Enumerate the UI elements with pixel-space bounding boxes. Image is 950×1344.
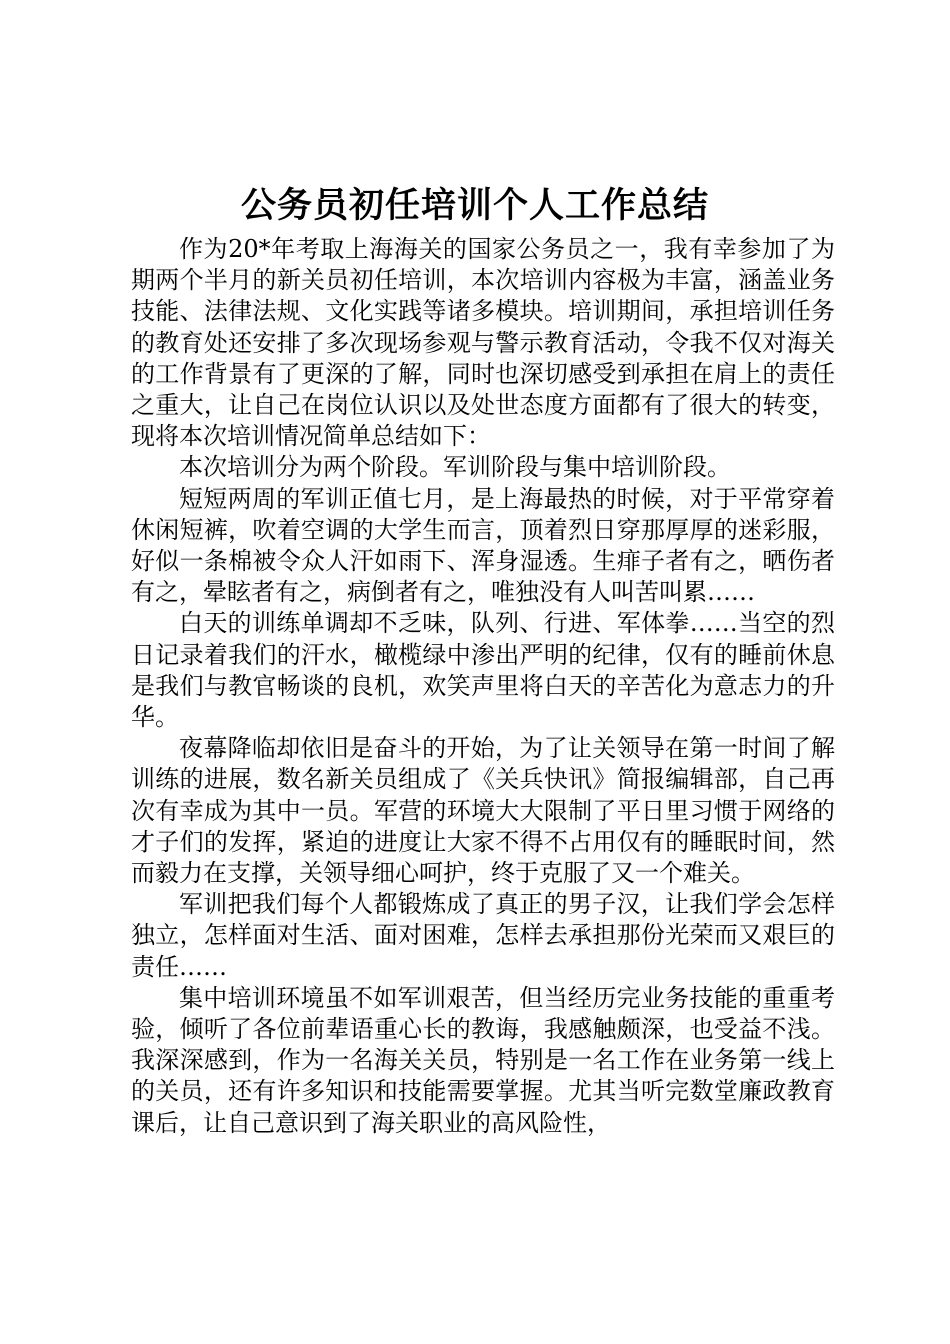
body-paragraph: 军训把我们每个人都锻炼成了真正的男子汉，让我们学会怎样独立，怎样面对生活、面对困难，怎样去承担那份光荣而又艰巨的责任…… xyxy=(131,890,835,981)
body-paragraph: 作为20*年考取上海海关的国家公务员之一，我有幸参加了为期两个半月的新关员初任培训，本次培训内容极为丰富，涵盖业务技能、法律法规、文化实践等诸多模块。培训期间，承担培训任务的教育处还安排了多次现场参观与警示教育活动，令我不仅对海关的工作背景有了更深的了解，同时也深切感受到承担在肩上的责任之重大，让自己在岗位认识以及处世态度方面都有了很大的转变，现将本次培训情况简单总结如下： xyxy=(131,235,835,451)
body-paragraph: 短短两周的军训正值七月，是上海最热的时候，对于平常穿着休闲短裤，吹着空调的大学生而言，顶着烈日穿那厚厚的迷彩服，好似一条棉被令众人汗如雨下、浑身湿透。生痱子者有之，晒伤者有之，晕眩者有之，病倒者有之，唯独没有人叫苦叫累…… xyxy=(131,484,835,607)
body-paragraph: 集中培训环境虽不如军训艰苦，但当经历完业务技能的重重考验，倾听了各位前辈语重心长的教诲，我感触颇深，也受益不浅。我深深感到，作为一名海关关员，特别是一名工作在业务第一线上的关员，还有许多知识和技能需要掌握。尤其当听完数堂廉政教育课后，让自己意识到了海关职业的高风险性， xyxy=(131,983,835,1137)
body-paragraph: 夜幕降临却依旧是奋斗的开始，为了让关领导在第一时间了解训练的进展，数名新关员组成了《关兵快讯》简报编辑部，自己再次有幸成为其中一员。军营的环境大大限制了平日里习惯于网络的才子们的发挥，紧迫的进度让大家不得不占用仅有的睡眠时间，然而毅力在支撑，关领导细心呵护，终于克服了又一个难关。 xyxy=(131,734,835,888)
document-title: 公务员初任培训个人工作总结 xyxy=(240,185,709,226)
document-body xyxy=(131,234,835,1139)
body-paragraph: 本次培训分为两个阶段。军训阶段与集中培训阶段。 xyxy=(179,453,731,482)
body-paragraph: 白天的训练单调却不乏味，队列、行进、军体拳……当空的烈日记录着我们的汗水，橄榄绿中渗出严明的纪律，仅有的睡前休息是我们与教官畅谈的良机，欢笑声里将白天的辛苦化为意志力的升华。 xyxy=(131,609,835,732)
